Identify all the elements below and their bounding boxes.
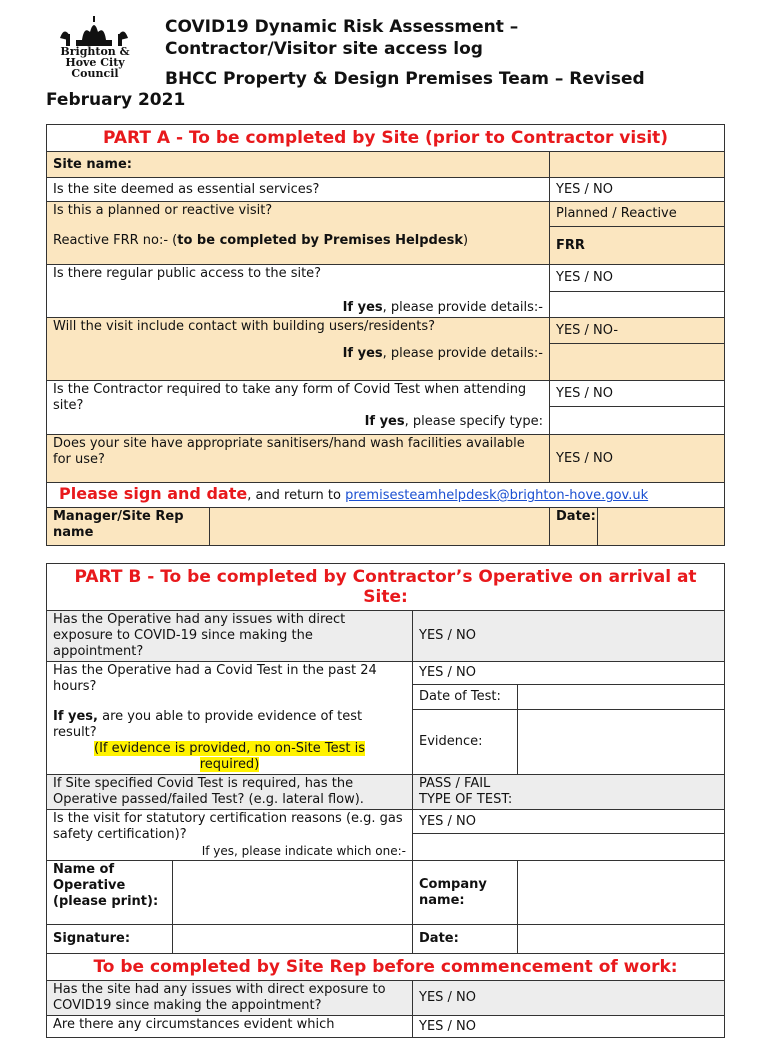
- covid-test-required-question: Is the Contractor required to take any form of Covid Test when attending site? If yes, please specify type:: [47, 381, 550, 435]
- site-rep-heading: To be completed by Site Rep before commencement of work:: [47, 954, 725, 981]
- pass-fail-option[interactable]: PASS / FAIL: [419, 776, 491, 791]
- circumstances-answer[interactable]: YES / NO: [413, 1016, 725, 1038]
- document-header: [0, 0, 770, 118]
- essential-services-question: Is the site deemed as essential services?: [47, 178, 550, 202]
- part-b-date-field[interactable]: [518, 925, 725, 954]
- evidence-question: If yes, are you able to provide evidence of test result?: [53, 709, 363, 740]
- covid-test-type-label: If yes, please specify type:: [364, 414, 543, 429]
- circumstances-question: Are there any circumstances evident which: [47, 1016, 413, 1038]
- planned-reactive-question: Is this a planned or reactive visit? Reactive FRR no:- (to be completed by Premises Helpdesk): [47, 202, 550, 265]
- part-a-heading: PART A - To be completed by Site (prior to Contractor visit): [47, 125, 725, 152]
- site-test-question: If Site specified Covid Test is required, has the Operative passed/failed Test? (e.g. lateral flow).: [47, 775, 413, 810]
- covid-test-required-answer[interactable]: YES / NO: [550, 381, 725, 407]
- helpdesk-email-link[interactable]: premisesteamhelpdesk@brighton-hove.gov.uk: [345, 488, 649, 503]
- operative-name-label: Name of Operative (please print):: [47, 861, 173, 925]
- sign-and-return-instruction: Please sign and date, and return to premisesteamhelpdesk@brighton-hove.gov.uk: [47, 483, 725, 508]
- planned-reactive-answer[interactable]: Planned / Reactive: [550, 202, 725, 227]
- contact-users-details-field[interactable]: [550, 344, 725, 381]
- council-logo-text: Brighton & Hove City Council: [60, 45, 130, 80]
- site-name-label: Site name:: [47, 152, 550, 178]
- type-of-test-label: TYPE OF TEST:: [419, 792, 513, 807]
- essential-services-answer[interactable]: YES / NO: [550, 178, 725, 202]
- frr-field[interactable]: FRR: [550, 227, 725, 265]
- public-access-answer[interactable]: YES / NO: [550, 265, 725, 292]
- site-exposure-answer[interactable]: YES / NO: [413, 981, 725, 1016]
- manager-name-field[interactable]: [210, 508, 550, 546]
- evidence-label: Evidence:: [413, 710, 518, 775]
- statutory-indicate-label: If yes, please indicate which one:-: [201, 844, 406, 858]
- part-a-date-field[interactable]: [598, 508, 725, 546]
- operative-name-field[interactable]: [173, 861, 413, 925]
- title-line-4: February 2021: [46, 90, 186, 110]
- signature-field[interactable]: [173, 925, 413, 954]
- signature-label: Signature:: [47, 925, 173, 954]
- exposure-question: Has the Operative had any issues with direct exposure to COVID-19 since making the appointment?: [47, 611, 413, 662]
- covid-test-question: Has the Operative had a Covid Test in the past 24 hours? If yes, are you able to provide evidence of test result? (If evidence is provided, no on-Site Test is required): [47, 662, 413, 775]
- date-of-test-field[interactable]: [518, 684, 725, 710]
- covid-test-answer[interactable]: YES / NO: [413, 662, 725, 685]
- statutory-answer[interactable]: YES / NO: [413, 810, 725, 834]
- part-b-date-label: Date:: [413, 925, 518, 954]
- site-exposure-question: Has the site had any issues with direct exposure to COVID19 since making the appointment?: [47, 981, 413, 1016]
- title-line-3: BHCC Property & Design Premises Team – Revised: [165, 69, 645, 89]
- part-b-table: [46, 563, 725, 1038]
- title-line-1: COVID19 Dynamic Risk Assessment –: [165, 17, 519, 37]
- frr-question: Reactive FRR no:- (to be completed by Premises Helpdesk): [53, 233, 469, 248]
- manager-name-label: Manager/Site Rep name: [47, 508, 210, 546]
- statutory-details-field[interactable]: [413, 834, 725, 861]
- part-a-date-label: Date:: [550, 508, 598, 546]
- exposure-answer[interactable]: YES / NO: [413, 611, 725, 662]
- sanitiser-answer[interactable]: YES / NO: [550, 435, 725, 483]
- contact-users-details-label: If yes, please provide details:-: [342, 346, 543, 361]
- evidence-field[interactable]: [518, 710, 725, 775]
- statutory-question: Is the visit for statutory certification reasons (e.g. gas safety certification)? If yes, please indicate which one:-: [47, 810, 413, 861]
- company-name-label: Company name:: [413, 861, 518, 925]
- site-test-answer[interactable]: [413, 775, 725, 810]
- contact-users-answer[interactable]: YES / NO-: [550, 318, 725, 344]
- company-name-field[interactable]: [518, 861, 725, 925]
- part-b-heading: PART B - To be completed by Contractor’s Operative on arrival at Site:: [47, 564, 725, 611]
- date-of-test-label: Date of Test:: [413, 684, 518, 710]
- title-line-2: Contractor/Visitor site access log: [165, 39, 483, 59]
- covid-test-type-field[interactable]: [550, 407, 725, 435]
- contact-users-question: Will the visit include contact with building users/residents? If yes, please provide details:-: [47, 318, 550, 381]
- public-access-details-label: If yes, please provide details:-: [342, 300, 543, 315]
- sanitiser-question: Does your site have appropriate sanitisers/hand wash facilities available for use?: [47, 435, 550, 483]
- part-a-table: [46, 124, 725, 546]
- site-name-field[interactable]: [550, 152, 725, 178]
- public-access-details-field[interactable]: [550, 292, 725, 318]
- evidence-note: (If evidence is provided, no on-Site Test is required): [94, 741, 365, 772]
- public-access-question: Is there regular public access to the site? If yes, please provide details:-: [47, 265, 550, 318]
